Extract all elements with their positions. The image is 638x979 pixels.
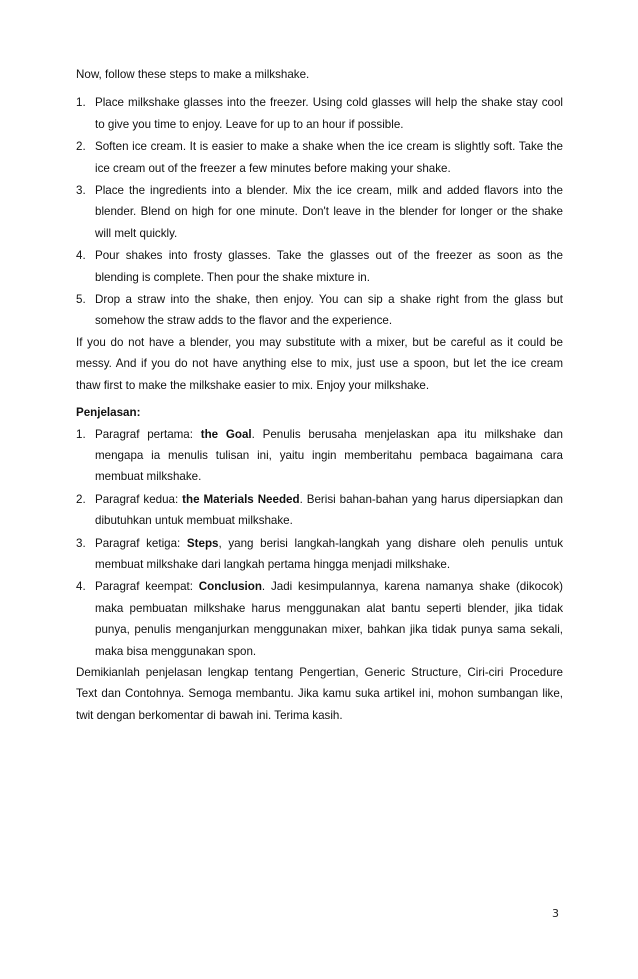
item-text: . Berisi bahan-bahan yang harus dipersiapkan dan dibutuhkan untuk membuat milkshake. (95, 492, 563, 528)
item-prefix: Paragraf ketiga: (95, 536, 187, 550)
list-item (76, 576, 563, 662)
list-number: 4. (76, 249, 86, 263)
list-item (76, 180, 563, 244)
item-term: Conclusion (198, 580, 262, 594)
item-term: the Goal (200, 427, 252, 441)
item-prefix: Paragraf keempat: (95, 580, 199, 594)
item-text: , yang berisi langkah-langkah yang dishare oleh penulis untuk membuat milkshake dari langkah pertama hingga menjadi milkshake. (95, 536, 563, 571)
blender-note: If you do not have a blender, you may substitute with a mixer, but be careful as it could be messy. And if you do not have anything else to mix, just use a spoon, but let the ice cream thaw first to make the milkshake easier to mix. Enjoy your milkshake. (76, 335, 563, 392)
list-item (76, 136, 563, 179)
steps-list (76, 92, 563, 331)
item-term: the Materials Needed (182, 492, 300, 506)
item-term: Steps (186, 536, 219, 550)
list-item-text: Place milkshake glasses into the freezer. Using cold glasses will help the shake stay cool to give you time to enjoy. Leave for up to an hour if possible. (95, 96, 563, 131)
list-number: 1. (76, 427, 86, 441)
list-number: 2. (76, 492, 86, 506)
document-page (76, 64, 563, 726)
list-item-text: Soften ice cream. It is easier to make a shake when the ice cream is slightly soft. Take the ice cream out of the freezer a few minutes before making your shake. (95, 140, 563, 175)
list-number: 4. (76, 580, 86, 594)
list-item-text: Drop a straw into the shake, then enjoy. You can sip a shake right from the glass but somehow the straw adds to the flavor and the experience. (95, 293, 563, 328)
intro-text: Now, follow these steps to make a milkshake. (76, 68, 310, 81)
list-item (76, 533, 563, 576)
list-item (76, 92, 563, 135)
item-text: . Penulis berusaha menjelaskan apa itu milkshake dan mengapa ia menulis tulisan ini, yaitu ingin memberitahu pembaca bagaimana cara membuat milkshake. (95, 427, 563, 484)
list-item-text: Place the ingredients into a blender. Mix the ice cream, milk and added flavors into the blender. Blend on high for one minute. Don't leave in the blender for longer or the shake will melt quickly. (95, 184, 563, 240)
list-item (76, 289, 563, 332)
closing-text: Demikianlah penjelasan lengkap tentang Pengertian, Generic Structure, Ciri-ciri Procedure Text dan Contohnya. Semoga membantu. Jika kamu suka artikel ini, mohon sumbangan like, twit dengan berkomentar di bawah ini. Terima kasih. (76, 665, 563, 722)
list-item (76, 424, 563, 488)
explanation-heading: Penjelasan: (76, 406, 141, 420)
page-number: 3 (552, 907, 559, 920)
list-item (76, 489, 563, 532)
list-number: 1. (76, 96, 86, 110)
list-number: 5. (76, 293, 86, 307)
list-item-text: Pour shakes into frosty glasses. Take the glasses out of the freezer as soon as the blending is complete. Then pour the shake mixture in. (95, 249, 563, 284)
item-text: . Jadi kesimpulannya, karena namanya shake (dikocok) maka pembuatan milkshake harus menggunakan alat bantu seperti blender, jika tidak punya, penulis menganjurkan menggunakan mixer, bahkan jika tidak punya sama sekali, maka bisa menggunakan spon. (95, 580, 563, 658)
explanation-list (76, 424, 563, 662)
item-prefix: Paragraf pertama: (95, 427, 201, 441)
list-item (76, 245, 563, 288)
item-prefix: Paragraf kedua: (95, 492, 183, 506)
list-number: 3. (76, 536, 86, 550)
list-number: 2. (76, 140, 86, 154)
list-number: 3. (76, 184, 86, 198)
